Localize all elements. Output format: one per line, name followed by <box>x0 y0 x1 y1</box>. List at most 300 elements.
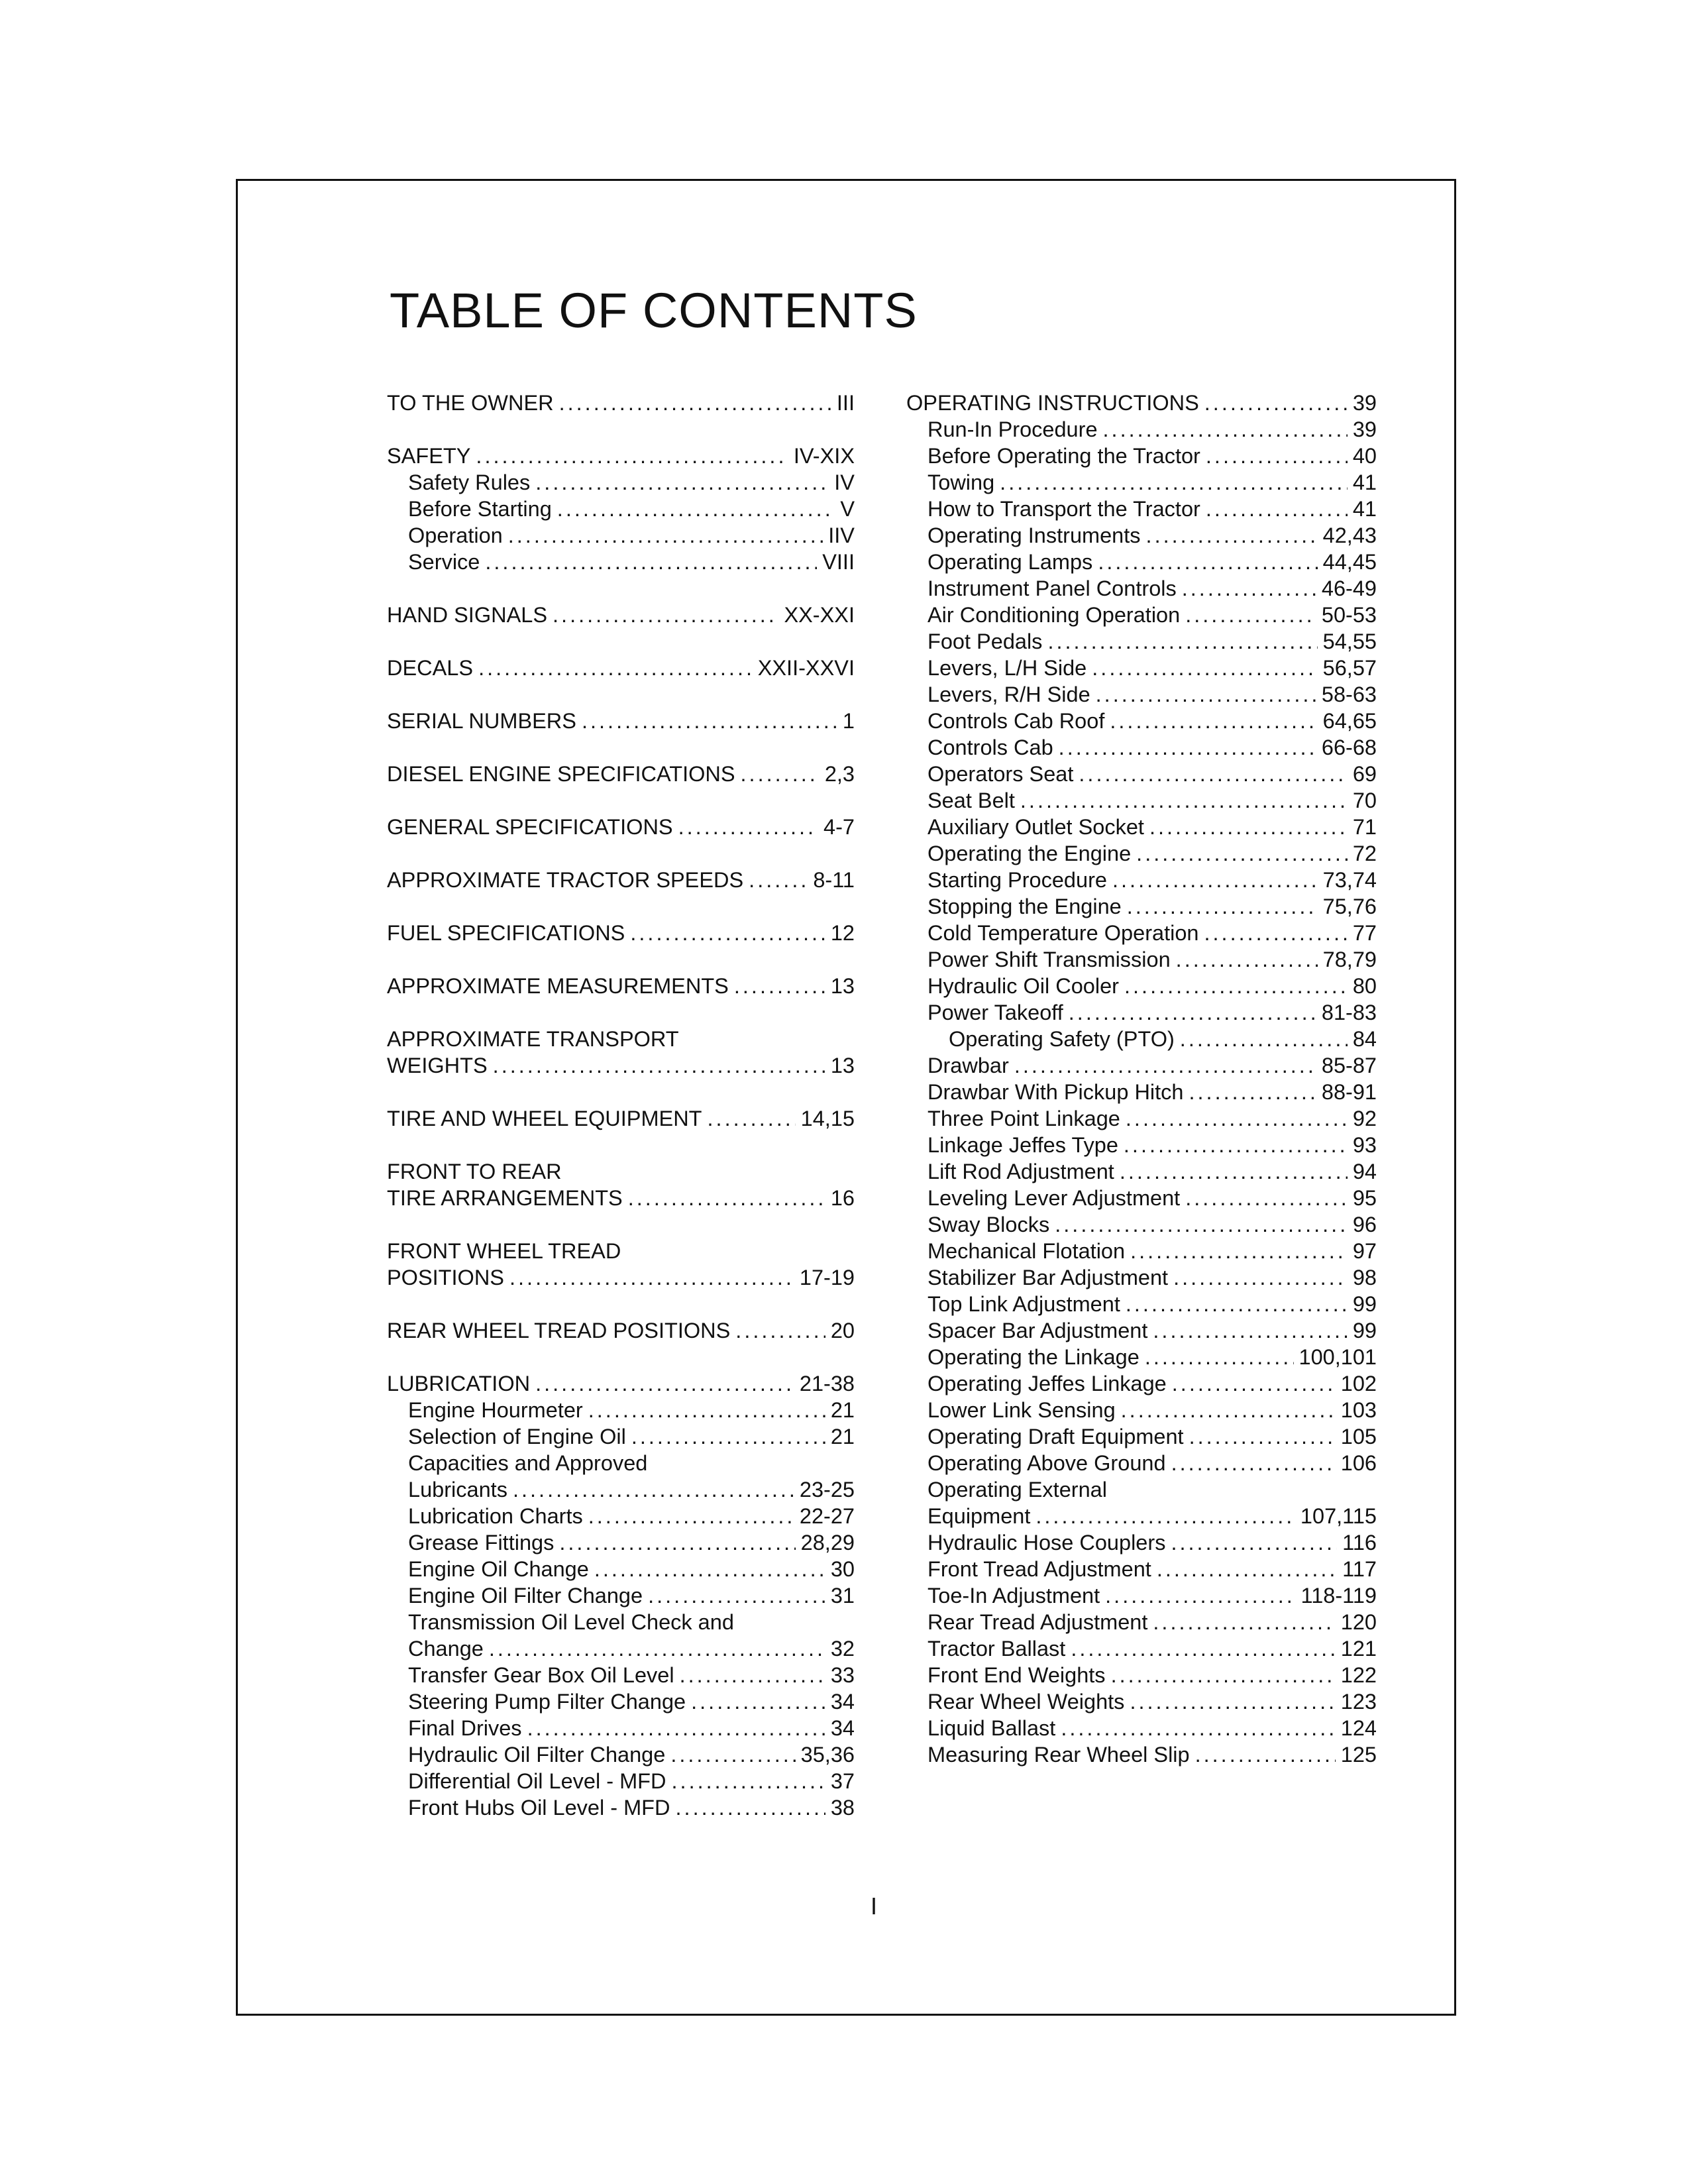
toc-leader-dots <box>691 1688 825 1715</box>
toc-leader-dots <box>1149 814 1348 840</box>
toc-entry <box>387 1556 855 1582</box>
toc-entry-label: Drawbar <box>928 1054 1009 1077</box>
toc-entry-page: 35,36 <box>800 1743 855 1767</box>
toc-entry <box>906 1185 1377 1211</box>
toc-entry <box>387 1582 855 1609</box>
toc-leader-dots <box>734 973 825 999</box>
toc-entry-label: Foot Pedals <box>928 629 1043 653</box>
toc-entry-label: Operating Safety (PTO) <box>949 1027 1175 1051</box>
toc-leader-dots <box>672 1768 825 1794</box>
toc-entry <box>387 761 855 787</box>
toc-entry <box>387 1688 855 1715</box>
toc-leader-dots <box>1000 469 1348 496</box>
toc-entry-label: FRONT WHEEL TREAD <box>387 1239 621 1263</box>
toc-entry-page: 39 <box>1352 417 1377 441</box>
toc-entry-label: DECALS <box>387 656 474 680</box>
toc-leader-dots <box>1130 1238 1348 1264</box>
toc-entry-label: GENERAL SPECIFICATIONS <box>387 815 673 839</box>
toc-entry-label: APPROXIMATE TRACTOR SPEEDS <box>387 868 744 892</box>
toc-entry <box>906 787 1377 814</box>
toc-entry-page: IV <box>834 470 855 494</box>
toc-entry <box>906 1662 1377 1688</box>
toc-leader-dots <box>1171 1529 1337 1556</box>
toc-entry <box>387 655 855 681</box>
toc-entry-label: Operating Jeffes Linkage <box>928 1372 1167 1395</box>
toc-entry-page: 40 <box>1352 444 1377 468</box>
toc-entry-page: 125 <box>1340 1743 1377 1767</box>
toc-entry-page: 124 <box>1340 1716 1377 1740</box>
toc-entry-label: Top Link Adjustment <box>928 1292 1120 1316</box>
toc-entry <box>387 1423 855 1450</box>
toc-entry <box>906 973 1377 999</box>
toc-entry <box>906 1476 1377 1503</box>
toc-leader-dots <box>1206 496 1348 522</box>
toc-entry <box>387 1026 855 1052</box>
toc-entry-label: Three Point Linkage <box>928 1107 1120 1130</box>
toc-entry-label: Levers, R/H Side <box>928 682 1090 706</box>
toc-leader-dots <box>1153 1317 1347 1344</box>
toc-leader-dots <box>708 1105 796 1132</box>
toc-entry <box>906 1052 1377 1079</box>
toc-entry <box>387 1476 855 1503</box>
toc-leader-dots <box>1124 973 1348 999</box>
toc-leader-dots <box>676 1794 825 1821</box>
toc-entry-page: 122 <box>1340 1663 1377 1687</box>
toc-entry-label: Controls Cab Roof <box>928 709 1105 733</box>
toc-entry-page: 123 <box>1340 1690 1377 1714</box>
toc-entry-page: 21-38 <box>799 1372 855 1395</box>
toc-leader-dots <box>1098 549 1317 575</box>
toc-entry-label: HAND SIGNALS <box>387 603 548 627</box>
toc-entry <box>906 1105 1377 1132</box>
toc-entry <box>906 920 1377 946</box>
toc-entry <box>387 469 855 496</box>
toc-leader-dots <box>493 1052 825 1079</box>
toc-leader-dots <box>631 1423 825 1450</box>
toc-entry <box>906 1317 1377 1344</box>
toc-leader-dots <box>1121 1397 1336 1423</box>
toc-entry-page: 22-27 <box>799 1504 855 1528</box>
toc-entry-page: 21 <box>830 1398 855 1422</box>
toc-entry <box>906 655 1377 681</box>
toc-entry <box>387 1052 855 1079</box>
toc-entry-page: 80 <box>1352 974 1377 998</box>
toc-entry-label: Final Drives <box>408 1716 522 1740</box>
toc-entry <box>906 708 1377 734</box>
toc-leader-dots <box>476 443 788 469</box>
toc-entry-label: Front Hubs Oil Level - MFD <box>408 1796 670 1820</box>
toc-entry <box>387 1238 855 1264</box>
toc-entry <box>906 1582 1377 1609</box>
toc-entry <box>387 1264 855 1291</box>
toc-entry-label: WEIGHTS <box>387 1054 488 1077</box>
toc-entry <box>906 867 1377 893</box>
toc-entry <box>906 1423 1377 1450</box>
toc-entry-label: Auxiliary Outlet Socket <box>928 815 1144 839</box>
toc-entry <box>906 496 1377 522</box>
toc-leader-dots <box>1173 1264 1348 1291</box>
toc-entry <box>906 1450 1377 1476</box>
toc-entry-page: 16 <box>830 1186 855 1210</box>
toc-entry <box>906 628 1377 655</box>
toc-leader-dots <box>648 1582 825 1609</box>
toc-entry-page: 100,101 <box>1298 1345 1377 1369</box>
toc-entry <box>906 1026 1377 1052</box>
toc-entry-page: 12 <box>830 921 855 945</box>
toc-entry-label: Front End Weights <box>928 1663 1106 1687</box>
toc-entry-label: Lift Rod Adjustment <box>928 1160 1114 1183</box>
toc-leader-dots <box>1130 1688 1335 1715</box>
toc-entry-page: 1 <box>842 709 855 733</box>
toc-entry <box>906 1344 1377 1370</box>
toc-entry-page: 42,43 <box>1322 523 1377 547</box>
toc-entry-label: Service <box>408 550 480 574</box>
toc-entry <box>387 1503 855 1529</box>
page-title: TABLE OF CONTENTS <box>390 283 918 338</box>
page-number: I <box>871 1892 878 1920</box>
toc-entry-label: Operating Instruments <box>928 523 1141 547</box>
toc-entry <box>906 840 1377 867</box>
toc-entry <box>387 708 855 734</box>
toc-entry-label: POSITIONS <box>387 1266 504 1289</box>
toc-leader-dots <box>1055 1211 1348 1238</box>
toc-entry <box>387 1768 855 1794</box>
toc-entry-page: 4-7 <box>823 815 855 839</box>
toc-entry <box>387 1609 855 1635</box>
toc-leader-dots <box>1153 1609 1335 1635</box>
toc-entry-page: 46-49 <box>1321 576 1377 600</box>
toc-entry-label: Drawbar With Pickup Hitch <box>928 1080 1184 1104</box>
toc-entry-page: 13 <box>830 1054 855 1077</box>
toc-leader-dots <box>1182 575 1316 602</box>
toc-leader-dots <box>1171 1450 1336 1476</box>
toc-entry-page: 30 <box>830 1557 855 1581</box>
toc-entry-label: Operation <box>408 523 503 547</box>
toc-entry-label: Engine Oil Change <box>408 1557 589 1581</box>
toc-entry <box>906 1397 1377 1423</box>
toc-entry-label: Operating Above Ground <box>928 1451 1166 1475</box>
toc-entry-label: Change <box>408 1637 484 1661</box>
toc-leader-dots <box>513 1476 794 1503</box>
toc-entry <box>387 496 855 522</box>
toc-entry-page: 95 <box>1352 1186 1377 1210</box>
toc-entry-label: Operating Draft Equipment <box>928 1425 1184 1448</box>
toc-entry <box>906 1503 1377 1529</box>
toc-entry <box>387 814 855 840</box>
toc-entry-label: Equipment <box>928 1504 1031 1528</box>
toc-entry-page: 69 <box>1352 762 1377 786</box>
toc-entry <box>387 1105 855 1132</box>
toc-leader-dots <box>1136 840 1348 867</box>
toc-entry-label: FRONT TO REAR <box>387 1160 562 1183</box>
toc-entry <box>387 1450 855 1476</box>
toc-entry-page: 34 <box>830 1690 855 1714</box>
toc-entry <box>906 522 1377 549</box>
toc-entry <box>387 1741 855 1768</box>
toc-entry-label: Rear Wheel Weights <box>928 1690 1125 1714</box>
toc-leader-dots <box>741 761 820 787</box>
toc-leader-dots <box>582 708 837 734</box>
toc-leader-dots <box>1120 1158 1348 1185</box>
toc-leader-dots <box>1189 1423 1336 1450</box>
toc-entry-page: 28,29 <box>800 1531 855 1555</box>
toc-entry-label: APPROXIMATE MEASUREMENTS <box>387 974 729 998</box>
toc-leader-dots <box>588 1397 825 1423</box>
toc-leader-dots <box>1071 1635 1335 1662</box>
toc-entry-page: 97 <box>1352 1239 1377 1263</box>
toc-entry-label: Hydraulic Oil Filter Change <box>408 1743 666 1767</box>
toc-entry-label: Before Operating the Tractor <box>928 444 1200 468</box>
toc-entry <box>387 1635 855 1662</box>
toc-entry-page: 41 <box>1352 497 1377 521</box>
toc-entry-label: SAFETY <box>387 444 471 468</box>
toc-entry-label: Mechanical Flotation <box>928 1239 1126 1263</box>
toc-entry-label: Seat Belt <box>928 789 1015 812</box>
toc-entry <box>906 1529 1377 1556</box>
toc-leader-dots <box>557 496 835 522</box>
toc-entry <box>906 1688 1377 1715</box>
toc-entry-page: 13 <box>830 974 855 998</box>
toc-entry-page: 23-25 <box>799 1478 855 1502</box>
toc-leader-dots <box>1195 1741 1336 1768</box>
toc-entry-label: Spacer Bar Adjustment <box>928 1319 1148 1342</box>
toc-entry <box>906 761 1377 787</box>
toc-entry-label: Hydraulic Hose Couplers <box>928 1531 1166 1555</box>
toc-entry <box>387 443 855 469</box>
toc-leader-dots <box>1126 1105 1348 1132</box>
toc-leader-dots <box>1020 787 1348 814</box>
toc-entry <box>906 469 1377 496</box>
toc-entry <box>906 575 1377 602</box>
toc-entry <box>906 1715 1377 1741</box>
toc-leader-dots <box>478 655 753 681</box>
toc-entry-page: 71 <box>1352 815 1377 839</box>
toc-leader-dots <box>735 1317 825 1344</box>
toc-entry-label: Leveling Lever Adjustment <box>928 1186 1181 1210</box>
toc-entry <box>906 443 1377 469</box>
toc-entry-label: Lubricants <box>408 1478 507 1502</box>
toc-entry-page: 117 <box>1342 1557 1377 1581</box>
toc-entry <box>906 1132 1377 1158</box>
toc-entry-page: 44,45 <box>1322 550 1377 574</box>
toc-entry-label: Levers, L/H Side <box>928 656 1087 680</box>
toc-entry <box>906 549 1377 575</box>
toc-entry-label: Power Shift Transmission <box>928 948 1171 971</box>
toc-entry-label: APPROXIMATE TRANSPORT <box>387 1027 679 1051</box>
toc-entry <box>387 1370 855 1397</box>
toc-entry <box>906 1635 1377 1662</box>
toc-entry-page: 116 <box>1342 1531 1377 1555</box>
toc-entry-page: 38 <box>830 1796 855 1820</box>
toc-entry-page: 120 <box>1340 1610 1377 1634</box>
toc-leader-dots <box>1146 522 1318 549</box>
toc-entry-label: Towing <box>928 470 995 494</box>
toc-leader-dots <box>1185 1185 1348 1211</box>
toc-entry <box>387 973 855 999</box>
toc-leader-dots <box>1047 628 1317 655</box>
toc-entry-page: 77 <box>1352 921 1377 945</box>
toc-leader-dots <box>630 920 825 946</box>
toc-entry-label: Front Tread Adjustment <box>928 1557 1151 1581</box>
toc-entry-label: Grease Fittings <box>408 1531 555 1555</box>
toc-entry <box>906 1609 1377 1635</box>
toc-leader-dots <box>553 602 778 628</box>
toc-entry-page: XX-XXI <box>784 603 855 627</box>
toc-entry-page: 58-63 <box>1321 682 1377 706</box>
toc-entry-label: Controls Cab <box>928 736 1053 759</box>
toc-entry-page: 37 <box>830 1769 855 1793</box>
toc-entry <box>387 1529 855 1556</box>
toc-entry <box>906 1264 1377 1291</box>
toc-entry-label: Sway Blocks <box>928 1213 1050 1236</box>
toc-leader-dots <box>588 1503 794 1529</box>
toc-leader-dots <box>1111 1662 1336 1688</box>
toc-entry-page: 98 <box>1352 1266 1377 1289</box>
toc-entry-label: Lower Link Sensing <box>928 1398 1116 1422</box>
toc-entry <box>387 522 855 549</box>
toc-entry <box>906 1079 1377 1105</box>
toc-leader-dots <box>1069 999 1316 1026</box>
toc-entry-label: Rear Tread Adjustment <box>928 1610 1148 1634</box>
toc-entry-page: 106 <box>1340 1451 1377 1475</box>
toc-entry-page: III <box>836 391 855 415</box>
toc-entry-page: 66-68 <box>1321 736 1377 759</box>
toc-leader-dots <box>1204 920 1348 946</box>
toc-entry-label: Measuring Rear Wheel Slip <box>928 1743 1190 1767</box>
toc-leader-dots <box>1180 1026 1348 1052</box>
toc-entry-page: 81-83 <box>1321 1001 1377 1024</box>
toc-leader-dots <box>559 390 831 416</box>
toc-leader-dots <box>670 1741 795 1768</box>
toc-leader-dots <box>1126 1291 1348 1317</box>
toc-leader-dots <box>1105 1582 1295 1609</box>
toc-entry <box>906 681 1377 708</box>
toc-entry-page: 70 <box>1352 789 1377 812</box>
toc-leader-dots <box>485 549 817 575</box>
toc-entry-label: Run-In Procedure <box>928 417 1098 441</box>
toc-entry-label: FUEL SPECIFICATIONS <box>387 921 625 945</box>
toc-entry <box>387 920 855 946</box>
toc-entry-label: Before Starting <box>408 497 552 521</box>
toc-leader-dots <box>535 469 829 496</box>
toc-leader-dots <box>1014 1052 1316 1079</box>
toc-entry-label: Differential Oil Level - MFD <box>408 1769 666 1793</box>
toc-leader-dots <box>1189 1079 1316 1105</box>
toc-leader-dots <box>1145 1344 1294 1370</box>
toc-entry-label: SERIAL NUMBERS <box>387 709 576 733</box>
toc-entry-page: 33 <box>830 1663 855 1687</box>
toc-entry <box>387 549 855 575</box>
toc-entry-page: 85-87 <box>1321 1054 1377 1077</box>
toc-entry-label: Operators Seat <box>928 762 1074 786</box>
toc-leader-dots <box>1092 655 1317 681</box>
toc-entry-page: 8-11 <box>813 868 855 892</box>
toc-leader-dots <box>1206 443 1348 469</box>
toc-leader-dots <box>1185 602 1316 628</box>
toc-entry-page: 21 <box>830 1425 855 1448</box>
toc-entry-page: 56,57 <box>1322 656 1377 680</box>
toc-leader-dots <box>1103 416 1348 443</box>
toc-entry <box>906 1556 1377 1582</box>
toc-entry-label: TO THE OWNER <box>387 391 554 415</box>
toc-entry-label: Liquid Ballast <box>928 1716 1056 1740</box>
toc-entry <box>906 734 1377 761</box>
toc-leader-dots <box>1204 390 1348 416</box>
toc-entry-label: Tractor Ballast <box>928 1637 1066 1661</box>
toc-entry-page: 99 <box>1352 1319 1377 1342</box>
toc-entry-page: VIII <box>822 550 855 574</box>
toc-entry-page: 50-53 <box>1321 603 1377 627</box>
toc-entry-label: Operating the Linkage <box>928 1345 1140 1369</box>
toc-leader-dots <box>535 1370 794 1397</box>
toc-entry <box>906 602 1377 628</box>
toc-entry-page: 99 <box>1352 1292 1377 1316</box>
toc-entry-page: 41 <box>1352 470 1377 494</box>
toc-entry <box>387 1794 855 1821</box>
toc-entry <box>906 814 1377 840</box>
toc-leader-dots <box>628 1185 825 1211</box>
toc-entry-page: 93 <box>1352 1133 1377 1157</box>
toc-entry-label: Stopping the Engine <box>928 895 1122 918</box>
toc-entry <box>387 1185 855 1211</box>
toc-entry-label: Toe-In Adjustment <box>928 1584 1100 1608</box>
toc-entry-page: 84 <box>1352 1027 1377 1051</box>
toc-entry <box>906 390 1377 416</box>
toc-leader-dots <box>1176 946 1318 973</box>
toc-entry-page: IV-XIX <box>793 444 855 468</box>
toc-entry-page: V <box>840 497 855 521</box>
toc-entry-page: 102 <box>1340 1372 1377 1395</box>
toc-entry-label: Operating the Engine <box>928 842 1132 865</box>
toc-leader-dots <box>1061 1715 1335 1741</box>
toc-leader-dots <box>594 1556 825 1582</box>
toc-entry-label: Lubrication Charts <box>408 1504 583 1528</box>
toc-leader-dots <box>527 1715 825 1741</box>
toc-entry-label: OPERATING INSTRUCTIONS <box>906 391 1199 415</box>
toc-entry-label: Engine Hourmeter <box>408 1398 583 1422</box>
toc-entry-label: Starting Procedure <box>928 868 1107 892</box>
toc-entry-label: Cold Temperature Operation <box>928 921 1199 945</box>
toc-entry-label: Transmission Oil Level Check and <box>408 1610 734 1634</box>
toc-entry-page: 78,79 <box>1322 948 1377 971</box>
toc-entry <box>906 1291 1377 1317</box>
toc-entry <box>387 1317 855 1344</box>
toc-entry-page: 88-91 <box>1321 1080 1377 1104</box>
toc-entry-page: 20 <box>830 1319 855 1342</box>
toc-entry-label: Selection of Engine Oil <box>408 1425 626 1448</box>
toc-leader-dots <box>1157 1556 1337 1582</box>
toc-leader-dots <box>1172 1370 1336 1397</box>
toc-entry-page: 72 <box>1352 842 1377 865</box>
toc-entry-page: 103 <box>1340 1398 1377 1422</box>
toc-entry-label: Operating External <box>928 1478 1107 1502</box>
toc-entry-page: IIV <box>828 523 855 547</box>
toc-entry-page: 118-119 <box>1300 1584 1377 1608</box>
toc-leader-dots <box>1127 893 1318 920</box>
toc-entry <box>906 1158 1377 1185</box>
toc-entry-label: Transfer Gear Box Oil Level <box>408 1663 674 1687</box>
toc-entry <box>906 999 1377 1026</box>
toc-entry-label: TIRE AND WHEEL EQUIPMENT <box>387 1107 702 1130</box>
toc-entry-label: REAR WHEEL TREAD POSITIONS <box>387 1319 731 1342</box>
toc-leader-dots <box>1110 708 1317 734</box>
toc-entry <box>387 1662 855 1688</box>
toc-entry-page: 121 <box>1340 1637 1377 1661</box>
toc-entry-page: 107,115 <box>1300 1504 1377 1528</box>
toc-entry <box>906 1370 1377 1397</box>
toc-entry-page: XXII-XXVI <box>757 656 855 680</box>
toc-entry-page: 14,15 <box>800 1107 855 1130</box>
